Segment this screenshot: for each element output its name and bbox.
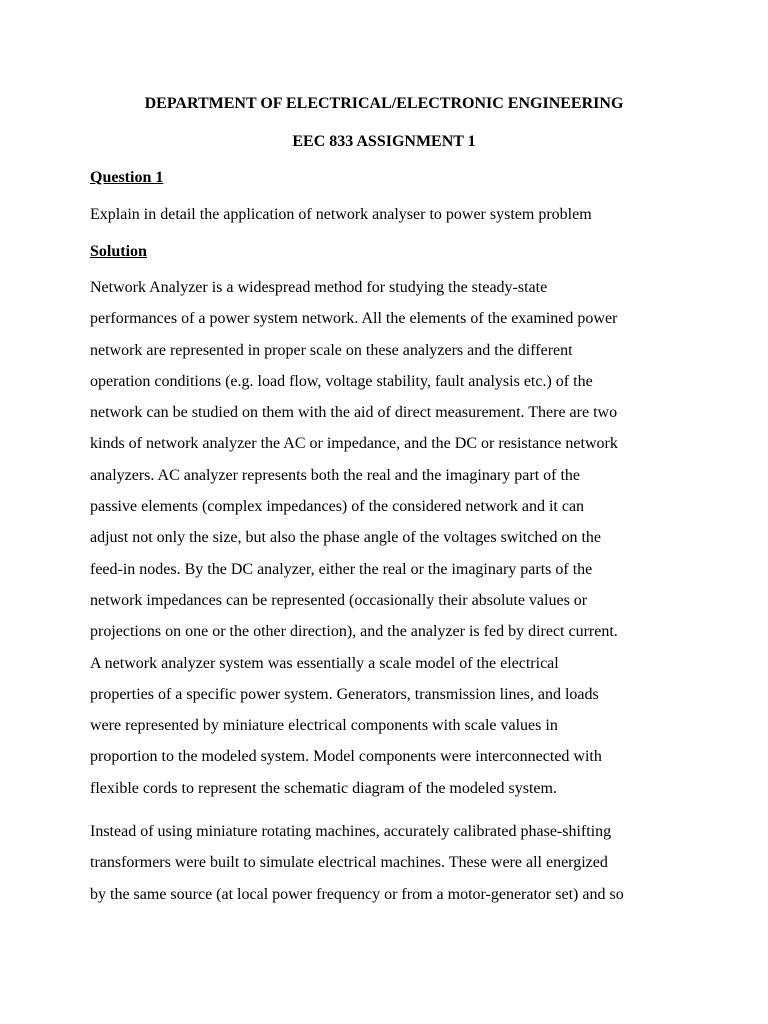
text-line: by the same source (at local power frequency or from a motor-generator set) and so xyxy=(90,885,624,903)
text-line: passive elements (complex impedances) of the considered network and it can xyxy=(90,498,585,516)
department-heading: DEPARTMENT OF ELECTRICAL/ELECTRONIC ENGINEERING xyxy=(144,95,624,112)
text-line: A network analyzer system was essentially a scale model of the electrical xyxy=(90,654,559,672)
text-line: operation conditions (e.g. load flow, voltage stability, fault analysis etc.) of the xyxy=(90,372,593,390)
text-line: network are represented in proper scale on these analyzers and the different xyxy=(90,341,573,359)
text-line: network can be studied on them with the aid of direct measurement. There are two xyxy=(90,404,618,422)
text-line: flexible cords to represent the schematic diagram of the modeled system. xyxy=(90,779,557,797)
solution-paragraph-2 xyxy=(90,822,690,916)
solution-paragraph-1 xyxy=(90,278,690,810)
text-line: kinds of network analyzer the AC or impedance, and the DC or resistance network xyxy=(90,435,618,453)
text-line: adjust not only the size, but also the phase angle of the voltages switched on the xyxy=(90,529,601,547)
text-line: analyzers. AC analyzer represents both the real and the imaginary part of the xyxy=(90,466,581,484)
text-line: transformers were built to simulate electrical machines. These were all energized xyxy=(90,854,608,872)
text-line: proportion to the modeled system. Model components were interconnected with xyxy=(90,748,602,766)
text-line: projections on one or the other direction), and the analyzer is fed by direct current. xyxy=(90,623,618,641)
question-label: Question 1 xyxy=(90,169,164,186)
solution-label: Solution xyxy=(90,243,147,260)
text-line: were represented by miniature electrical components with scale values in xyxy=(90,717,558,735)
assignment-title: EEC 833 ASSIGNMENT 1 xyxy=(292,133,476,150)
text-line: feed-in nodes. By the DC analyzer, either the real or the imaginary parts of the xyxy=(90,560,593,578)
text-line: Instead of using miniature rotating machines, accurately calibrated phase-shifting xyxy=(90,823,612,840)
question-text: Explain in detail the application of network analyser to power system problem xyxy=(90,206,592,223)
text-line: properties of a specific power system. Generators, transmission lines, and loads xyxy=(90,685,599,703)
text-line: Network Analyzer is a widespread method for studying the steady-state xyxy=(90,279,548,296)
text-line: network impedances can be represented (occasionally their absolute values or xyxy=(90,591,588,609)
text-line: performances of a power system network. All the elements of the examined power xyxy=(90,310,618,328)
